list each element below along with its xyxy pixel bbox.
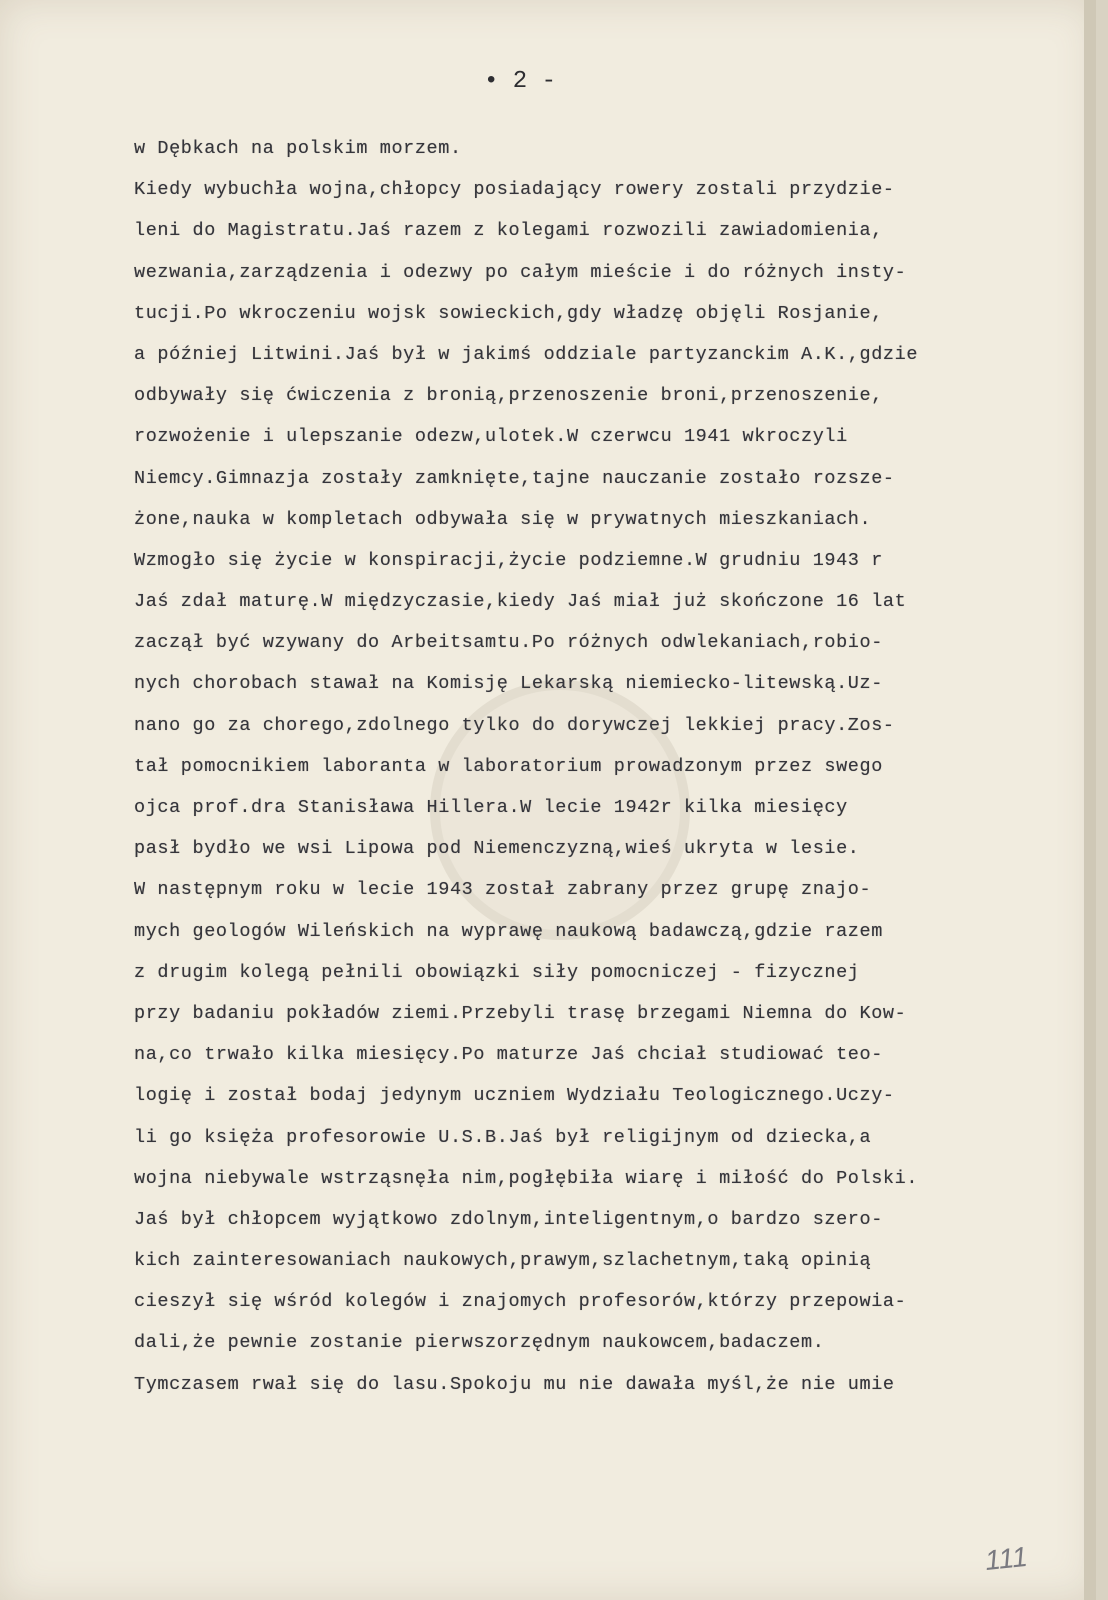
text-line: cieszył się wśród kolegów i znajomych profesorów,którzy przepowia- bbox=[134, 1291, 907, 1313]
text-line: zaczął być wzywany do Arbeitsamtu.Po różnych odwlekaniach,robio- bbox=[134, 632, 883, 654]
text-line: nano go za chorego,zdolnego tylko do dorywczej lekkiej pracy.Zos- bbox=[134, 714, 895, 736]
text-line: tał pomocnikiem laboranta w laboratorium prowadzonym przez swego bbox=[134, 755, 883, 777]
text-line: Kiedy wybuchła wojna,chłopcy posiadający rowery zostali przydzie- bbox=[134, 179, 895, 201]
text-line: pasł bydło we wsi Lipowa pod Niemenczyzną,wieś ukryta w lesie. bbox=[134, 838, 860, 860]
text-line: mych geologów Wileńskich na wyprawę naukową badawczą,gdzie razem bbox=[134, 920, 883, 942]
text-line: żone,nauka w kompletach odbywała się w prywatnych mieszkaniach. bbox=[134, 508, 872, 530]
text-line: dali,że pewnie zostanie pierwszorzędnym naukowcem,badaczem. bbox=[134, 1332, 825, 1354]
text-line: Jaś był chłopcem wyjątkowo zdolnym,inteligentnym,o bardzo szero- bbox=[134, 1208, 883, 1230]
typewritten-body bbox=[134, 128, 1094, 1405]
text-line: Wzmogło się życie w konspiracji,życie podziemne.W grudniu 1943 r bbox=[134, 549, 883, 571]
handwritten-archive-number: 111 bbox=[983, 1540, 1030, 1577]
text-line: wojna niebywale wstrząsnęła nim,pogłębiła wiarę i miłość do Polski. bbox=[134, 1167, 919, 1189]
text-line: Tymczasem rwał się do lasu.Spokoju mu nie dawała myśl,że nie umie bbox=[134, 1373, 895, 1395]
text-line: kich zainteresowaniach naukowych,prawym,szlachetnym,taką opinią bbox=[134, 1250, 872, 1272]
text-line: logię i został bodaj jedynym uczniem Wydziału Teologicznego.Uczy- bbox=[134, 1085, 895, 1107]
text-line: nych chorobach stawał na Komisję Lekarską niemiecko-litewską.Uz- bbox=[134, 673, 883, 695]
text-line: w Dębkach na polskim morzem. bbox=[134, 138, 462, 159]
text-line: odbywały się ćwiczenia z bronią,przenoszenie broni,przenoszenie, bbox=[134, 385, 883, 407]
text-line: tucji.Po wkroczeniu wojsk sowieckich,gdy władzę objęli Rosjanie, bbox=[134, 302, 883, 324]
text-line: li go księża profesorowie U.S.B.Jaś był religijnym od dziecka,a bbox=[134, 1126, 872, 1148]
text-line: ojca prof.dra Stanisława Hillera.W lecie 1942r kilka miesięcy bbox=[134, 797, 848, 818]
text-line: leni do Magistratu.Jaś razem z kolegami rozwozili zawiadomienia, bbox=[134, 220, 883, 242]
page-number: • 2 - bbox=[483, 68, 556, 95]
text-line: W następnym roku w lecie 1943 został zabrany przez grupę znajo- bbox=[134, 879, 872, 901]
text-line: wezwania,zarządzenia i odezwy po całym mieście i do różnych insty- bbox=[134, 261, 907, 283]
text-line: Niemcy.Gimnazja zostały zamknięte,tajne nauczanie zostało rozsze- bbox=[134, 467, 895, 489]
text-line: a później Litwini.Jaś był w jakimś oddziale partyzanckim A.K.,gdzie bbox=[134, 343, 919, 365]
text-line: przy badaniu pokładów ziemi.Przebyli trasę brzegami Niemna do Kow- bbox=[134, 1002, 907, 1024]
text-line: rozwożenie i ulepszanie odezw,ulotek.W czerwcu 1941 wkroczyli bbox=[134, 426, 848, 448]
text-line: z drugim kolegą pełnili obowiązki siły pomocniczej - fizycznej bbox=[134, 961, 860, 983]
text-line: na,co trwało kilka miesięcy.Po maturze Jaś chciał studiować teo- bbox=[134, 1044, 883, 1066]
text-line: Jaś zdał maturę.W międzyczasie,kiedy Jaś miał już skończone 16 lat bbox=[134, 591, 907, 613]
